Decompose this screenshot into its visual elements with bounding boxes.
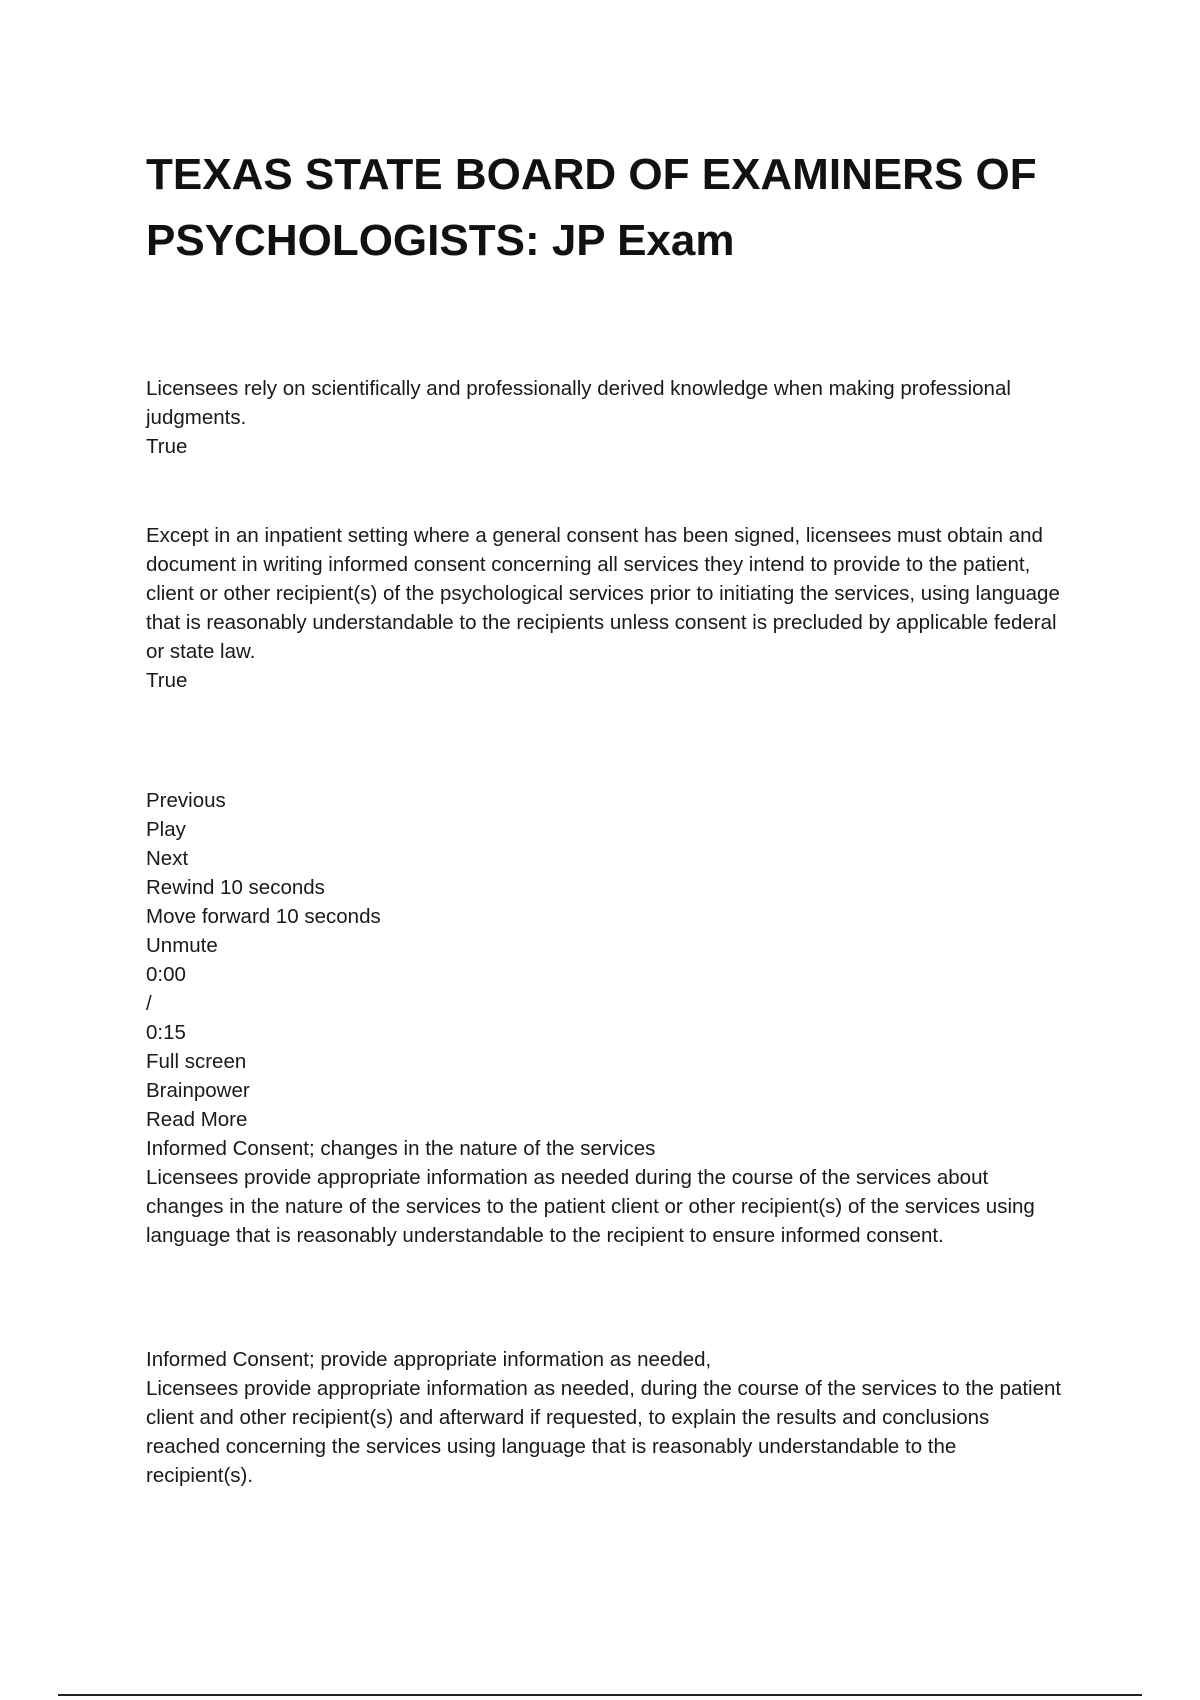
flashcard-1 (146, 374, 1066, 461)
fullscreen-button[interactable]: Full screen (146, 1050, 247, 1073)
flashcard-4 (146, 1345, 1066, 1490)
card-1-answer: True (146, 435, 188, 458)
card-1-question: Licensees rely on scientifically and professionally derived knowledge when making professional judgments. (146, 377, 1011, 429)
current-time: 0:00 (146, 963, 186, 986)
media-player-controls (146, 786, 1066, 1250)
play-button[interactable]: Play (146, 818, 186, 841)
card-4-answer: Licensees provide appropriate information as needed, during the course of the services to the patient client and other recipient(s) and afterward if requested, to explain the results and conclusions reached concerning the services using language that is reasonably understandable to the recipient(s). (146, 1377, 1062, 1487)
unmute-button[interactable]: Unmute (146, 934, 218, 957)
card-2-answer: True (146, 669, 188, 692)
flashcard-2 (146, 521, 1066, 695)
duration: 0:15 (146, 1021, 186, 1044)
time-separator: / (146, 992, 152, 1015)
forward-button[interactable]: Move forward 10 seconds (146, 905, 381, 928)
next-button[interactable]: Next (146, 847, 189, 870)
card-2-question: Except in an inpatient setting where a general consent has been signed, licensees must obtain and document in writing informed consent concerning all services they intend to provide to the patient, client or other recipient(s) of the psychological services prior to initiating the services, using language that is reasonably understandable to the recipients unless consent is precluded by applicable federal or state law. (146, 524, 1060, 663)
page-title: TEXAS STATE BOARD OF EXAMINERS OF PSYCHOLOGISTS: JP Exam (146, 150, 1037, 265)
read-more-link[interactable]: Read More (146, 1108, 248, 1131)
previous-button[interactable]: Previous (146, 789, 226, 812)
card-4-question: Informed Consent; provide appropriate information as needed, (146, 1348, 712, 1371)
card-3-answer: Licensees provide appropriate information as needed during the course of the services about changes in the nature of the services to the patient client or other recipient(s) of the services using language that is reasonably understandable to the recipient to ensure informed consent. (146, 1166, 1035, 1247)
footer-divider (58, 1694, 1142, 1696)
card-3-question: Informed Consent; changes in the nature of the services (146, 1137, 656, 1160)
brand-label: Brainpower (146, 1079, 250, 1102)
rewind-button[interactable]: Rewind 10 seconds (146, 876, 325, 899)
